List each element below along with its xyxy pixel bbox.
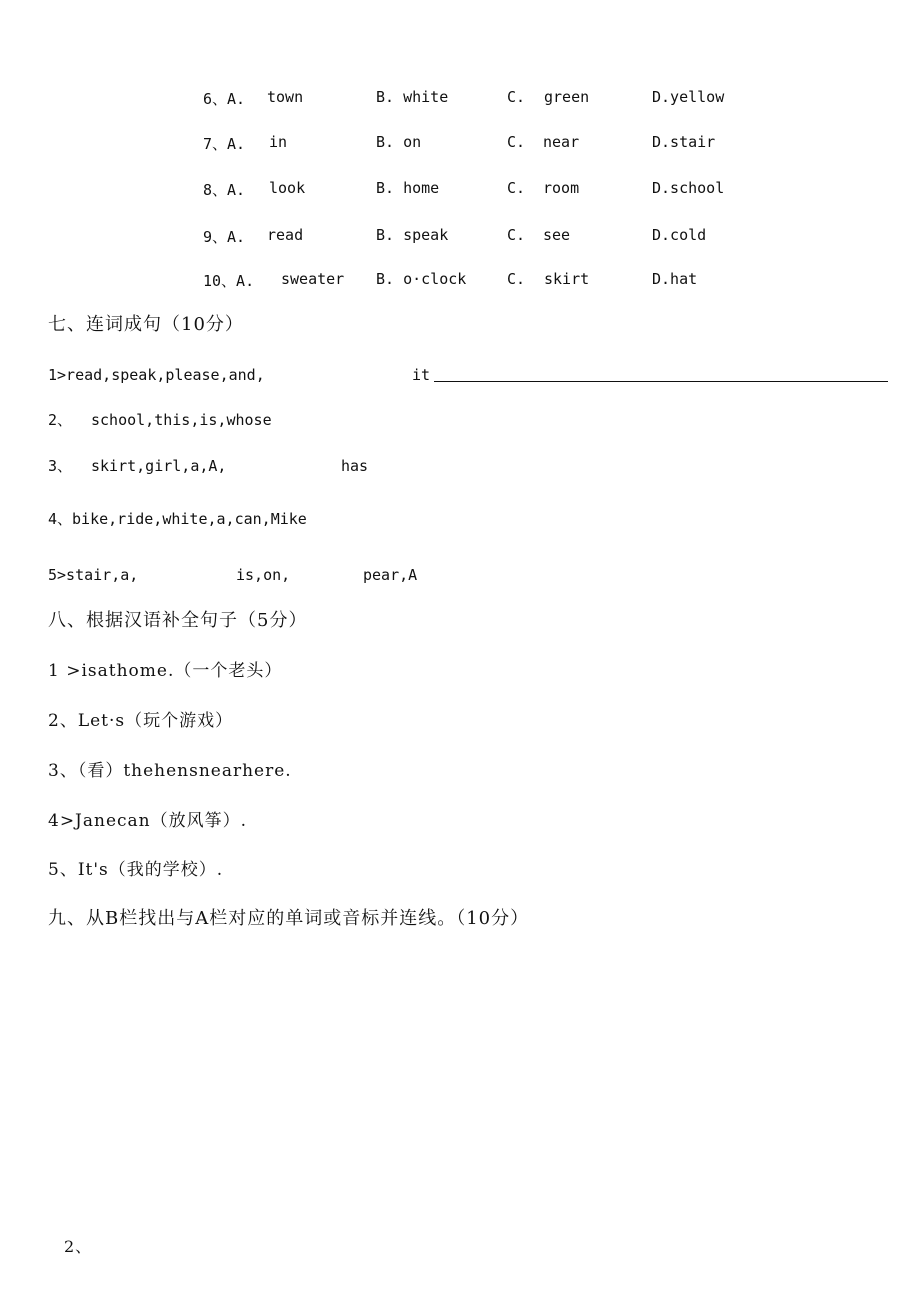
question-2: school,this,is,whose xyxy=(91,411,272,429)
section-title: 七、连词成句（10分） xyxy=(48,314,244,335)
question-3: skirt,girl,a,A, xyxy=(91,457,227,475)
choice-d: D.school xyxy=(652,179,725,197)
choice-a: look xyxy=(269,179,306,197)
section-title: 八、根据汉语补全句子（5分） xyxy=(48,610,308,631)
choice-number: 7、A. xyxy=(203,135,246,153)
question-2: 2、Let·s（玩个游戏） xyxy=(48,711,234,731)
choice-c: green xyxy=(544,88,590,106)
question-number: 3、 xyxy=(48,457,73,475)
choice-c-label: C. xyxy=(507,270,526,288)
question-5: 5、It's（我的学校）. xyxy=(48,860,224,880)
choice-a: town xyxy=(267,88,304,106)
choice-d: D.yellow xyxy=(652,88,725,106)
choice-c: see xyxy=(543,226,571,244)
choice-c: skirt xyxy=(544,270,590,288)
choice-b: B. speak xyxy=(376,226,449,244)
choice-d: D.hat xyxy=(652,270,698,288)
question-number: 2、 xyxy=(48,411,73,429)
choice-number: 8、A. xyxy=(203,181,246,199)
question-4: 4>Janecan（放风筝）. xyxy=(48,811,248,831)
answer-line xyxy=(434,381,888,382)
choice-c-label: C. xyxy=(507,133,526,151)
choice-a: sweater xyxy=(281,270,345,288)
choice-c-label: C. xyxy=(507,226,526,244)
question-5-part: pear,A xyxy=(363,566,418,584)
question-5: 5>stair,a, xyxy=(48,566,139,584)
choice-c-label: C. xyxy=(507,179,526,197)
choice-number: 9、A. xyxy=(203,228,246,246)
choice-a: read xyxy=(267,226,304,244)
choice-b: B. white xyxy=(376,88,449,106)
question-4: 4、bike,ride,white,a,can,Mike xyxy=(48,510,307,528)
choice-number: 10、A. xyxy=(203,272,255,290)
choice-c: room xyxy=(543,179,580,197)
choice-d: D.cold xyxy=(652,226,707,244)
question-3-word: has xyxy=(341,457,369,475)
question-5-part: is,on, xyxy=(236,566,291,584)
page-marker: 2、 xyxy=(64,1237,93,1256)
question-1-word: it xyxy=(412,366,431,384)
question-3: 3、（看）thehensnearhere. xyxy=(48,761,292,781)
choice-d: D.stair xyxy=(652,133,716,151)
choice-b: B. on xyxy=(376,133,422,151)
choice-c-label: C. xyxy=(507,88,526,106)
choice-a: in xyxy=(269,133,288,151)
section-title: 九、从B栏找出与A栏对应的单词或音标并连线。（10分） xyxy=(48,908,530,929)
choice-number: 6、A. xyxy=(203,90,246,108)
choice-b: B. home xyxy=(376,179,440,197)
question-1: 1>read,speak,please,and, xyxy=(48,366,265,384)
choice-b: B. o·clock xyxy=(376,270,467,288)
question-1: 1 >isathome.（一个老头） xyxy=(48,661,283,681)
choice-c: near xyxy=(543,133,580,151)
